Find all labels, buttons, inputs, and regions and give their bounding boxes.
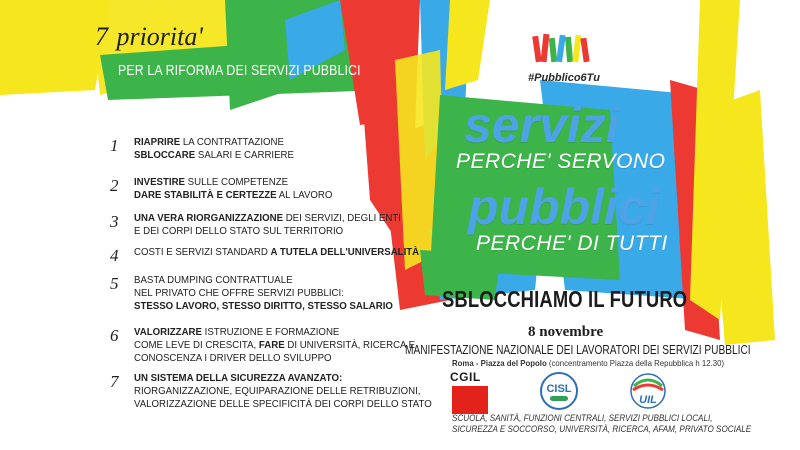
priority-text-plain: DI UNIVERSITÀ, RICERCA E: [284, 339, 416, 351]
priority-line: [134, 189, 332, 202]
event-date: 8 novembre: [528, 324, 604, 340]
event-place-bold: Roma - Piazza del Popolo: [452, 358, 547, 368]
priority-text: [134, 274, 393, 313]
priority-text-bold: SBLOCCARE: [134, 149, 196, 161]
title-number: 7: [95, 22, 108, 51]
priority-number: 5: [110, 274, 119, 293]
priorities-title: [95, 22, 203, 52]
priority-text: [134, 136, 294, 162]
cgil-label: CGIL: [450, 370, 481, 384]
priority-text-plain: SULLE COMPETENZE: [185, 176, 289, 188]
priority-line: [134, 176, 332, 189]
priority-line: [134, 246, 419, 259]
priority-line: [134, 385, 432, 398]
priority-text-plain: AL LAVORO: [276, 189, 333, 201]
priority-number: 3: [110, 212, 119, 231]
cgil-logo: [450, 370, 500, 412]
sectors-line-2: SICUREZZA E SOCCORSO, UNIVERSITÀ, RICERCA, AFAM, PRIVATO SOCIALE: [452, 424, 752, 434]
cisl-label: CISL: [546, 383, 572, 395]
priority-text: [134, 326, 415, 365]
sectors-list: [452, 413, 751, 435]
priority-text-bold: UN SISTEMA DELLA SICUREZZA AVANZATO:: [134, 372, 343, 384]
priority-text-bold: A TUTELA DELL'UNIVERSALITÀ: [270, 246, 420, 258]
event-place: [452, 358, 724, 368]
priority-number: 7: [110, 372, 119, 391]
priority-number: 1: [110, 136, 119, 155]
priority-line: [134, 352, 415, 365]
priority-number: 4: [110, 246, 119, 265]
cisl-wave-icon: [550, 396, 568, 401]
headline-servizi: servizi: [464, 97, 620, 153]
priority-text-plain: NEL PRIVATO CHE OFFRE SERVIZI PUBBLICI:: [134, 287, 344, 299]
priority-line: [134, 372, 432, 385]
priority-text-plain: COME LEVE DI CRESCITA,: [134, 339, 259, 351]
priority-line: [134, 287, 393, 300]
priority-text-bold: STESSO LAVORO, STESSO DIRITTO, STESSO SALARIO: [134, 300, 393, 312]
sectors-line-1: SCUOLA, SANITÀ, FUNZIONI CENTRALI, SERVIZI PUBBLICI LOCALI,: [452, 413, 713, 423]
priority-text: [134, 246, 419, 259]
priority-line: [134, 339, 415, 352]
priority-text-plain: DEI SERVIZI, DEGLI ENTI: [283, 212, 401, 224]
priority-line: [134, 212, 401, 225]
event-place-detail: (concentramento Piazza della Repubblica h 12.30): [546, 358, 725, 368]
priority-text-plain: SALARI E CARRIERE: [195, 149, 294, 161]
priority-line: [134, 326, 415, 339]
headline-perche-di-tutti: PERCHE' DI TUTTI: [476, 232, 668, 255]
priority-text-bold: DARE STABILITÀ E CERTEZZE: [134, 189, 277, 201]
stripe-yellow-mid: [445, 0, 490, 90]
hashtag: #Pubblico6Tu: [528, 72, 600, 84]
priority-text: [134, 212, 401, 238]
priority-text-plain: COSTI E SERVIZI STANDARD: [134, 246, 271, 258]
uil-logo: [628, 372, 668, 410]
cisl-logo: [540, 372, 578, 410]
priority-line: [134, 149, 294, 162]
slogan: SBLOCCHIAMO IL FUTURO: [442, 286, 688, 312]
event-title: MANIFESTAZIONE NAZIONALE DEI LAVORATORI DEI SERVIZI PUBBLICI: [405, 342, 751, 357]
title-word: priorita': [116, 22, 203, 51]
headline-perche-servono: PERCHE' SERVONO: [456, 150, 666, 173]
priority-line: [134, 225, 401, 238]
priority-line: [134, 136, 294, 149]
priority-text-plain: VALORIZZAZIONE DELLE SPECIFICITÀ DEI CORPI DELLO STATO: [134, 398, 432, 410]
uil-label: UIL: [639, 394, 657, 406]
priority-number: 2: [110, 176, 119, 195]
priority-line: [134, 398, 432, 411]
priority-text-plain: RIORGANIZZAZIONE, EQUIPARAZIONE DELLE RETRIBUZIONI,: [134, 385, 421, 397]
headline-pubblici: pubblici: [468, 179, 660, 235]
campaign-logo-icon: [532, 30, 596, 70]
priority-text-bold: FARE: [258, 339, 285, 351]
priority-text: [134, 372, 432, 411]
priority-line: [134, 300, 393, 313]
priority-text: [134, 176, 332, 202]
priority-text-plain: CONOSCENZA I DRIVER DELLO SVILUPPO: [134, 352, 332, 364]
priority-text-plain: ISTRUZIONE E FORMAZIONE: [201, 326, 340, 338]
priority-text-plain: E DEI CORPI DELLO STATO SUL TERRITORIO: [134, 225, 344, 237]
priority-text-plain: LA CONTRATTAZIONE: [180, 136, 284, 148]
priority-line: [134, 274, 393, 287]
subtitle: PER LA RIFORMA DEI SERVIZI PUBBLICI: [118, 62, 361, 79]
priority-text-plain: BASTA DUMPING CONTRATTUALE: [134, 274, 293, 286]
priority-text-bold: VALORIZZARE: [134, 326, 202, 338]
priority-text-bold: UNA VERA RIORGANIZZAZIONE: [134, 212, 284, 224]
cgil-red-square: [452, 386, 488, 414]
priority-text-bold: INVESTIRE: [134, 176, 186, 188]
priority-text-bold: RIAPRIRE: [134, 136, 181, 148]
priority-number: 6: [110, 326, 119, 345]
